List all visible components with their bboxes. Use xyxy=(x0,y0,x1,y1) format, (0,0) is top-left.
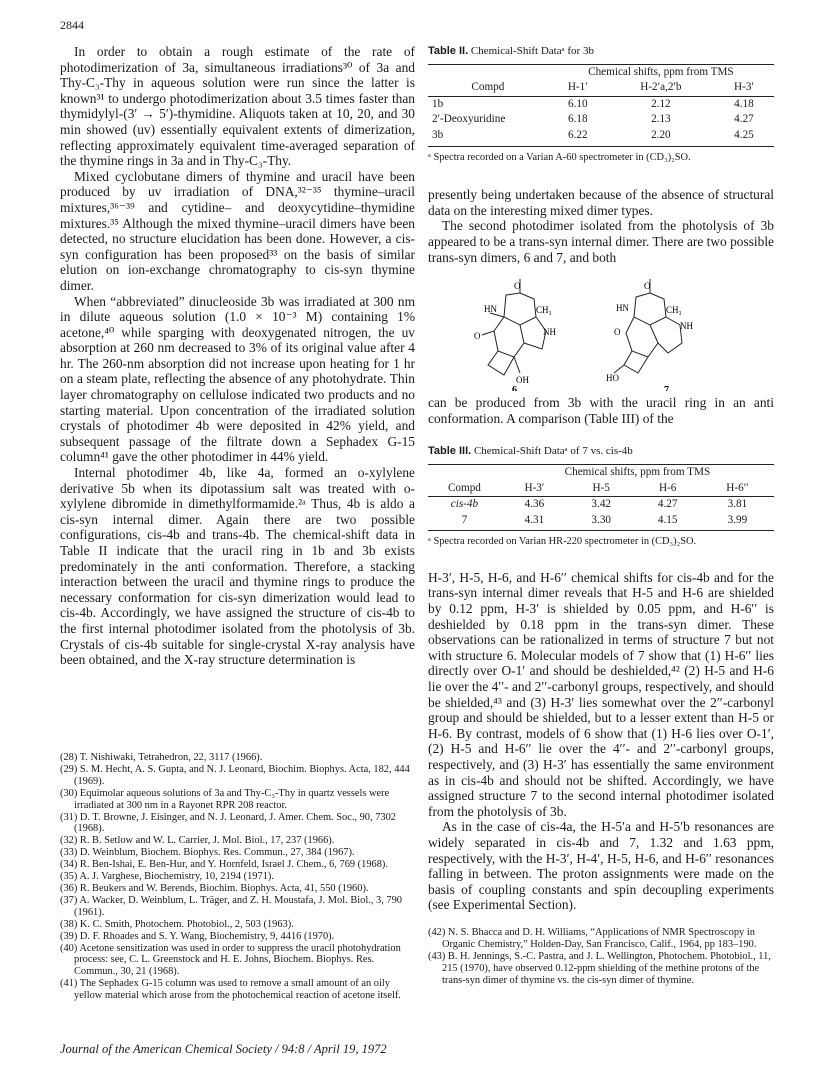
table-header: H-5 xyxy=(568,481,634,497)
svg-text:O: O xyxy=(474,331,481,342)
left-footnotes xyxy=(60,752,415,1002)
footnote: (39) D. F. Rhoades and S. Y. Wang, Biochemistry, 9, 4416 (1970). xyxy=(60,930,335,942)
paragraph: As in the case of cis-4a, the H-5′a and H-5′b resonances are widely separated in cis-4b and 7, 1.32 and 1.63 ppm, respectively, with the H-3′, H-4′, H-5, H-6, and H-6′′ resonances falling in between. The proton assignments were made on the basis of coupling constants and spin decoupling experiments (see Experimental Section). xyxy=(428,819,774,913)
footnote: (43) B. H. Jennings, S.-C. Pastra, and J. L. Wellington, Photochem. Photobiol., 11, 215 (1970), have observed 0.12-ppm shielding of the methine protons of the trans-syn dimer of thymine vs. the cis-syn dimer of thymine. xyxy=(428,950,771,986)
table-2-grid xyxy=(428,64,774,147)
paragraph: can be produced from 3b with the uracil ring in an anti conformation. A comparison (Table III) of the xyxy=(428,395,774,426)
footnote: (37) A. Wacker, D. Weinblum, L. Träger, and Z. H. Moustafa, J. Mol. Biol., 3, 790 (1961). xyxy=(60,894,402,918)
table-2 xyxy=(428,44,774,165)
table-header: H-6′′ xyxy=(701,481,774,497)
paragraph: When “abbreviated” dinucleoside 3b was irradiated at 300 nm in dilute aqueous solution (1.0 × 10⁻³ M) containing 1% acetone,⁴⁰ while sparging with deoxygenated nitrogen, the uv absorption at 260 nm decreased to 3% of its original value after 4 hr. The 260-nm absorption did not increase upon heating for 1 hr on a steam plate, reflecting the absence of any photohydrate. Thin layer chromatography on cellulose indicated two products and no starting material. Upon concentration of the irradiated solution crystals of photodimer 4b were deposited in 42% yield, and subsequent passage of the filtrate down a Sephadex G-15 column⁴¹ gave the other photodimer in 44% yield. xyxy=(60,293,415,465)
footnote: (35) A. J. Varghese, Biochemistry, 10, 2194 (1971). xyxy=(60,871,274,883)
table-header: Compd xyxy=(428,80,548,96)
svg-text:NH: NH xyxy=(543,327,556,338)
table-header: H-1′ xyxy=(548,80,608,96)
right-column xyxy=(428,44,774,913)
svg-text:HN: HN xyxy=(484,304,497,315)
table-row: 1b 6.10 2.12 4.18 xyxy=(432,97,754,110)
footnote: (36) R. Beukers and W. Berends, Biochim. Biophys. Acta, 41, 550 (1960). xyxy=(60,882,369,894)
footnote: (34) R. Ben-Ishai, E. Ben-Hur, and Y. Hornfeld, Israel J. Chem., 6, 769 (1968). xyxy=(60,859,388,871)
footnote: (32) R. B. Setlow and W. L. Carrier, J. Mol. Biol., 17, 237 (1966). xyxy=(60,835,335,847)
svg-text:CH₃: CH₃ xyxy=(536,305,552,316)
svg-text:O: O xyxy=(514,281,521,292)
svg-text:NH: NH xyxy=(680,321,693,332)
footnote: (38) K. C. Smith, Photochem. Photobiol., 2, 503 (1963). xyxy=(60,918,294,930)
table-row: 7 4.31 3.30 4.15 3.99 xyxy=(428,513,774,531)
structure-figure xyxy=(428,273,774,391)
table-header: H-2′a,2′b xyxy=(608,80,714,96)
table-header: H-3′ xyxy=(714,80,774,96)
footnote: (41) The Sephadex G-15 column was used to remove a small amount of an oily yellow material which arose from the photochemical reaction of acetone itself. xyxy=(60,978,401,1002)
journal-footer: Journal of the American Chemical Society / 94:8 / April 19, 1972 xyxy=(60,1042,387,1056)
table-title: Chemical-Shift Dataᵃ for 3b xyxy=(470,45,594,57)
svg-text:CH₃: CH₃ xyxy=(666,305,682,316)
footnote: (30) Equimolar aqueous solutions of 3a and Thy-C₃-Thy in quartz vessels were irradiated at 300 nm in a Rayonet RPR 208 reactor. xyxy=(60,787,390,811)
paragraph: presently being undertaken because of the absence of structural data on the interesting mixed dimer types. xyxy=(428,187,774,218)
table-label: Table III. xyxy=(428,445,472,458)
paragraph: H-3′, H-5, H-6, and H-6′′ chemical shifts for cis-4b and for the trans-syn internal dimer reveals that H-5 and H-6 are shielded by 0.12 ppm, H-3′ is shielded by 0.05 ppm, and H-6′′ is deshielded by 0.18 ppm in the trans-syn dimer. These observations can be rationalized in terms of structure 7 but not with structure 6. Molecular models of 7 show that (1) H-6′′ lies directly over O-1′ and should be deshielded,⁴² (2) H-5 and H-6 lie over the 4′′- and 2′′-carbonyl groups, respectively, and should be shielded,⁴³ and (3) H-3′ lies somewhat over the 2′′-carbonyl group and should be shielded, but to a lesser extent than H-5 or H-6. By contrast, models of 6 show that (1) H-6 lies over O-1′, (2) H-5 and H-6′′ lie over the 4′′- and 2′′-carbonyl groups, respectively, and (3) H-3′ has essentially the same environment as in cis-4b and should not be shifted. Accordingly, we have assigned structure 7 to the second internal photodimer isolated from the photolysis of 3b. xyxy=(428,569,774,819)
paragraph: The second photodimer isolated from the photolysis of 3b appeared to be a trans-syn internal dimer. There are two possible trans-syn dimers, 6 and 7, and both xyxy=(428,218,774,265)
footnote: (29) S. M. Hecht, A. S. Gupta, and N. J. Leonard, Biochim. Biophys. Acta, 182, 444 (1969). xyxy=(60,763,410,787)
paragraph: Mixed cyclobutane dimers of thymine and uracil have been produced by uv irradiation of DNA,³²⁻³⁵ thymine–uracil mixtures,³⁶⁻³⁹ and cytidine– and deoxycytidine–thymidine mixtures.³⁵ Although the mixed thymine–uracil dimers have been detected, no structure elucidation has been done. However, a cis-syn configuration has been proposed³³ on the basis of similar elution on ion-exchange chromatography to cis-syn thymine dimer. xyxy=(60,168,415,293)
right-footnotes xyxy=(428,927,774,987)
table-footnote: ᵃ Spectra recorded on Varian HR-220 spectrometer in (CD₃)₂SO. xyxy=(428,536,697,548)
table-header: H-6 xyxy=(634,481,700,497)
table-title: Chemical-Shift Dataᵃ of 7 vs. cis-4b xyxy=(473,445,633,458)
footnote: (28) T. Nishiwaki, Tetrahedron, 22, 3117 (1966). xyxy=(60,752,263,763)
footnote: (33) D. Weinblum, Biochem. Biophys. Res. Commun., 27, 384 (1967). xyxy=(60,847,355,859)
footnote: (31) D. T. Browne, J. Eisinger, and N. J. Leonard, J. Amer. Chem. Soc., 90, 7302 (1968). xyxy=(60,811,396,835)
structures-svg xyxy=(428,273,774,391)
paragraph: In order to obtain a rough estimate of the rate of photodimerization of 3a, simultaneous irradiations³⁰ of 3a and Thy-C₃-Thy in aqueous solution were run since the latter is known³¹ to undergo photodimerization about 3.5 times faster than thymidylyl-(3′ → 5′)-thymidine. Aliquots taken at 10, 20, and 30 min showed (uv) essentially equivalent extents of dimerization, reflecting approximately equivalent time-averaged separation of the thymine rings in 3a and in Thy-C₃-Thy. xyxy=(60,44,415,169)
svg-text:OH: OH xyxy=(516,375,529,386)
svg-text:HN: HN xyxy=(616,303,629,314)
table-footnote: ᵃ Spectra recorded on a Varian A-60 spectrometer in (CD₃)₂SO. xyxy=(428,151,691,163)
svg-text:O: O xyxy=(644,281,651,292)
svg-text:HO: HO xyxy=(606,373,619,384)
footnote: (42) N. S. Bhacca and D. H. Williams, “Applications of NMR Spectroscopy in Organic Chemistry,” Holden-Day, San Francisco, Calif., 1964, pp 183–190. xyxy=(428,927,757,950)
structure-7-drawing xyxy=(614,279,682,373)
table-3-grid xyxy=(428,464,774,531)
structure-6-label: 6 xyxy=(512,385,517,392)
footnote: (40) Acetone sensitization was used in order to suppress the uracil photohydration process: see, C. L. Greenstock and H. E. Johns, Biochem. Biophys. Res. Commun., 30, 21 (1968). xyxy=(60,942,401,978)
structure-6-drawing xyxy=(482,279,546,375)
table-row: 2′-Deoxyuridine 6.18 2.13 4.27 xyxy=(432,113,754,126)
table-header: H-3′ xyxy=(501,481,568,497)
structure-7-label: 7 xyxy=(664,385,669,392)
table-label: Table II. xyxy=(428,45,469,57)
left-column xyxy=(60,44,415,668)
paragraph: Internal photodimer 4b, like 4a, formed an o-xylylene derivative 5b when its dipotassium salt was treated with o-xylylene dibromide in dimethylformamide.²ᵃ Thus, 4b is aldo a cis-syn internal dimer. Again there are two possible configurations, cis-4b and trans-4b. The chemical-shift data in Table II indicate that the uracil ring in 1b and 3b exists predominately in the anti conformation. Therefore, a stacking interaction between the uracil and thymine rings to produce the necessary conformation for cis-syn dimerization would lead to cis-4b. Accordingly, we have assigned the structure of cis-4b to the first internal photodimer isolated from the photolysis of 3b. Crystals of cis-4b suitable for single-crystal X-ray analysis have been obtained, and the X-ray structure determination is xyxy=(60,465,415,668)
table-header: Compd xyxy=(428,481,501,497)
table-group-header: Chemical shifts, ppm from TMS xyxy=(501,464,774,480)
table-row: cis-4b 4.36 3.42 4.27 3.81 xyxy=(450,498,748,511)
page-number: 2844 xyxy=(60,18,84,32)
table-group-header: Chemical shifts, ppm from TMS xyxy=(548,64,774,80)
table-row: 3b 6.22 2.20 4.25 xyxy=(428,128,774,146)
svg-text:O: O xyxy=(614,327,621,338)
table-3 xyxy=(428,444,774,550)
